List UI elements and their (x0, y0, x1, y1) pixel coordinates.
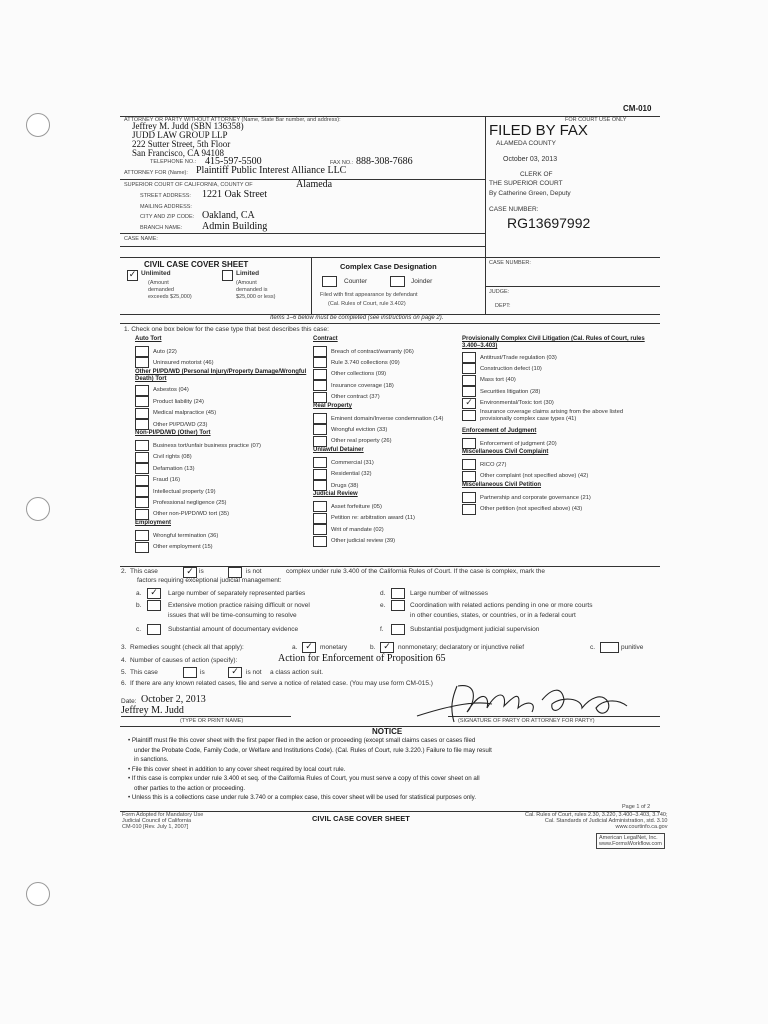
divider (120, 323, 660, 324)
q2-is-checkbox[interactable]: ✓ (183, 567, 197, 578)
case-type-label: Environmental/Toxic tort (30) (480, 400, 554, 407)
case-type-label: Petition re: arbitration award (11) (331, 515, 415, 522)
q2-f-letter: f. (380, 626, 384, 633)
question-5: 5. This case (121, 669, 158, 676)
city-value: Oakland, CA (202, 210, 255, 221)
bullet-icon: • (128, 737, 132, 744)
case-type-label: Medical malpractice (45) (153, 410, 217, 417)
q3-nonmonetary-checkbox[interactable]: ✓ (380, 642, 394, 653)
case-type-checkbox[interactable] (313, 480, 327, 491)
case-type-checkbox[interactable] (313, 357, 327, 368)
notice-text: other parties to the action or proceeding. (134, 784, 246, 792)
unlimited-checkbox[interactable]: ✓ (128, 270, 137, 280)
case-type-label: Writ of mandate (02) (331, 526, 384, 533)
street-label: STREET ADDRESS: (140, 193, 191, 199)
case-type-item[interactable] (135, 440, 261, 451)
case-type-item[interactable] (462, 459, 506, 470)
case-type-checkbox[interactable] (135, 509, 149, 520)
bullet-icon: • (128, 775, 132, 782)
question-1: 1. Check one box below for the case type that best describes this case: (124, 326, 329, 333)
question-3: 3. Remedies sought (check all that apply): (121, 644, 244, 651)
case-type-item[interactable] (313, 469, 372, 480)
case-type-item[interactable] (313, 501, 382, 512)
notice-text: File this cover sheet in addition to any cover sheet required by local court rule. (131, 765, 346, 773)
case-type-checkbox[interactable] (313, 392, 327, 403)
notice-line (128, 737, 475, 744)
q3-punitive-label: punitive (621, 644, 644, 651)
q5-tail: a class action suit. (270, 669, 324, 676)
notice-text: in sanctions. (134, 756, 169, 763)
case-type-item[interactable] (313, 480, 358, 491)
stamp-clerk: CLERK OF (520, 171, 553, 178)
street-value: 1221 Oak Street (202, 189, 267, 200)
case-category-heading: Other PI/PD/WD (Personal Injury/Property Damage/Wrongful Death) Tort (135, 368, 307, 382)
notice-text: Unless this is a collections case under rule 3.740 or a complex case, this cover sheet will be used for statistical purposes only. (131, 794, 477, 801)
binder-hole (26, 113, 50, 137)
limited-checkbox[interactable] (222, 270, 233, 281)
case-type-checkbox[interactable] (313, 469, 327, 480)
case-type-checkbox[interactable] (135, 486, 149, 497)
case-type-checkbox[interactable] (313, 457, 327, 468)
q3-punitive-checkbox[interactable] (600, 642, 619, 653)
case-type-label: Wrongful termination (36) (153, 532, 219, 539)
divider (120, 233, 485, 234)
bullet-icon: • (128, 794, 132, 801)
case-type-item[interactable] (135, 486, 216, 497)
legalnet-box: American LegalNet, Inc. www.FormsWorkflow.com (596, 833, 665, 849)
q2-c-checkbox[interactable] (147, 624, 161, 635)
attorney-name: Jeffrey M. Judd (121, 705, 184, 716)
case-category-heading: Contract (313, 336, 338, 342)
case-type-item[interactable] (462, 386, 540, 397)
case-type-label: Asbestos (04) (153, 387, 189, 394)
case-type-label: Wrongful eviction (33) (331, 426, 388, 433)
case-type-item[interactable] (313, 513, 415, 524)
county-value: Alameda (296, 179, 333, 190)
case-category-heading: Judicial Review (313, 491, 358, 498)
q2-is-not-label: is not (246, 568, 262, 575)
q3-monetary-label: monetary (320, 644, 348, 651)
case-type-item[interactable] (135, 396, 204, 407)
q2-b-checkbox[interactable] (147, 600, 161, 611)
case-type-checkbox[interactable] (135, 419, 149, 430)
case-type-label: Insurance coverage claims arising from the above listed provisionally complex case types (41) (480, 409, 624, 422)
case-type-item[interactable] (313, 392, 380, 403)
case-type-checkbox[interactable] (462, 363, 476, 374)
binder-hole (26, 497, 50, 521)
unlimited-label: Unlimited (141, 270, 171, 277)
case-type-item[interactable] (135, 452, 192, 463)
q2-a-label: Large number of separately represented parties (168, 590, 306, 597)
limited-label: Limited (236, 270, 260, 277)
q2-d-checkbox[interactable] (391, 588, 405, 599)
case-type-item[interactable] (462, 398, 554, 409)
q3-nonmonetary-label: nonmonetary; declaratory or injunctive relief (398, 644, 525, 651)
case-type-item[interactable] (135, 463, 195, 474)
divider (311, 257, 312, 314)
case-type-item[interactable] (462, 352, 557, 363)
case-type-label: Drugs (38) (331, 482, 359, 489)
q2-c-label: Substantial amount of documentary evidence (168, 626, 299, 633)
q2-d-letter: d. (380, 590, 386, 597)
case-type-label: Other contract (37) (331, 394, 380, 401)
notice-line (134, 747, 492, 754)
telephone-value: 415-597-5500 (205, 156, 262, 167)
case-type-label: Rule 3.740 collections (09) (331, 359, 400, 366)
case-type-checkbox[interactable] (135, 452, 149, 463)
complex-note: Filed with first appearance by defendant (320, 292, 418, 298)
case-type-item[interactable] (135, 346, 177, 357)
case-type-item[interactable] (313, 413, 443, 424)
signature-line (121, 716, 291, 717)
case-type-checkbox[interactable] (313, 524, 327, 535)
case-type-checkbox[interactable] (462, 352, 476, 363)
case-name-label: CASE NAME: (124, 236, 158, 242)
attorney-line: Jeffrey M. Judd (SBN 136358) (132, 121, 244, 131)
case-category-heading: Non-PI/PD/WD (Other) Tort (135, 430, 211, 437)
case-number-label: CASE NUMBER: (489, 260, 531, 266)
case-category-heading: Auto Tort (135, 336, 162, 342)
case-type-label: Insurance coverage (18) (331, 382, 394, 389)
case-type-checkbox[interactable]: ✓ (462, 398, 476, 409)
case-type-label: Intellectual property (19) (153, 488, 216, 495)
q3-monetary-checkbox[interactable]: ✓ (302, 642, 316, 653)
city-label: CITY AND ZIP CODE: (140, 214, 195, 220)
q2-b-letter: b. (136, 602, 142, 609)
case-type-label: Eminent domain/Inverse condemnation (14) (331, 415, 444, 422)
attorney-line: San Francisco, CA 94108 (132, 148, 224, 158)
name-caption: (TYPE OR PRINT NAME) (180, 718, 244, 724)
case-type-item[interactable] (313, 536, 395, 547)
case-type-item[interactable] (135, 509, 229, 520)
attorney-for-value: Plaintiff Public Interest Alliance LLC (196, 165, 347, 176)
case-type-item[interactable] (462, 375, 516, 386)
case-type-label: Other non-PI/PD/WD tort (35) (153, 511, 230, 518)
case-type-label: Other judicial review (39) (331, 538, 396, 545)
case-type-label: Partnership and corporate governance (21) (480, 494, 591, 501)
q2-b-label-2: issues that will be time-consuming to resolve (168, 612, 297, 619)
court-caption: SUPERIOR COURT OF CALIFORNIA, COUNTY OF (124, 182, 253, 188)
q2-f-checkbox[interactable] (391, 624, 405, 635)
dept-label: DEPT: (495, 303, 511, 309)
q2-e-checkbox[interactable] (391, 600, 405, 611)
case-category-heading: Enforcement of Judgment (462, 428, 537, 434)
attorney-caption: ATTORNEY OR PARTY WITHOUT ATTORNEY (Name, State Bar number, and address): (124, 117, 341, 123)
divider (485, 286, 660, 287)
q2-a-letter: a. (136, 590, 142, 597)
case-type-checkbox[interactable] (135, 475, 149, 486)
case-type-label: Other collections (09) (331, 371, 387, 378)
case-type-label: Residential (32) (331, 471, 372, 478)
form-number: CM-010 (623, 104, 652, 113)
notice-line (128, 766, 345, 773)
joinder-checkbox[interactable] (390, 276, 405, 287)
case-type-item[interactable] (313, 424, 387, 435)
q3-b-letter: b. (370, 644, 376, 651)
case-type-item[interactable] (313, 346, 414, 357)
counter-label: Counter (344, 278, 368, 285)
case-category-heading: Miscellaneous Civil Complaint (462, 449, 549, 456)
case-category-heading: Employment (135, 520, 172, 527)
fax-value: 888-308-7686 (356, 156, 413, 167)
case-type-label: Other real property (26) (331, 438, 392, 445)
case-type-checkbox[interactable] (313, 536, 327, 547)
footer-left: Form Adopted for Mandatory Use Judicial Council of California CM-010 [Rev. July 1, 2007] (122, 812, 204, 830)
q2-text: complex under rule 3.400 of the California Rules of Court. If the case is complex, mark the (286, 568, 546, 575)
stamp-case-number-label: CASE NUMBER: (489, 206, 539, 213)
page-number: Page 1 of 2 (622, 804, 651, 810)
case-category-heading: Unlawful Detainer (313, 447, 364, 454)
q2-e-label-2: in other counties, states, or countries, or in a federal court (410, 612, 576, 619)
date-label: Date: (121, 698, 137, 705)
stamp-deputy: By Catherine Green, Deputy (489, 190, 571, 197)
case-type-label: Breach of contract/warranty (06) (331, 348, 414, 355)
case-type-checkbox[interactable] (462, 459, 476, 470)
case-type-checkbox[interactable] (135, 440, 149, 451)
branch-value: Admin Building (202, 221, 268, 232)
attorney-line: 222 Sutter Street, 5th Floor (132, 139, 231, 149)
unlimited-sub: (Amount demanded exceeds $25,000) (148, 280, 192, 300)
case-type-checkbox[interactable] (462, 492, 476, 503)
case-type-label: Other PI/PD/WD (23) (153, 421, 208, 428)
q2-d-label: Large number of witnesses (410, 590, 489, 597)
case-type-checkbox[interactable] (313, 436, 327, 447)
case-type-checkbox[interactable] (462, 375, 476, 386)
joinder-label: Joinder (411, 278, 433, 285)
case-type-label: Mass tort (40) (480, 377, 516, 384)
case-type-checkbox[interactable] (313, 346, 327, 357)
question-2: 2. This case (121, 568, 158, 575)
complex-note-2: (Cal. Rules of Court, rule 3.402) (328, 301, 406, 307)
case-type-checkbox[interactable] (313, 413, 327, 424)
case-type-label: Professional negligence (25) (153, 499, 227, 506)
case-type-checkbox[interactable] (135, 346, 149, 357)
case-type-checkbox[interactable] (313, 369, 327, 380)
stamp-case-number: RG13697992 (507, 215, 591, 231)
case-type-label: Fraud (16) (153, 477, 181, 484)
case-type-checkbox[interactable] (462, 438, 476, 449)
case-type-item[interactable] (313, 369, 386, 380)
case-type-label: Uninsured motorist (46) (153, 359, 214, 366)
case-type-label: RICO (27) (480, 461, 507, 468)
mailing-label: MAILING ADDRESS: (140, 204, 192, 210)
case-type-label: Commercial (31) (331, 459, 374, 466)
case-type-label: Asset forfeiture (05) (331, 503, 382, 510)
case-type-item[interactable] (135, 475, 180, 486)
notice-text: If this case is complex under rule 3.400 et seq. of the California Rules of Court, you must serve a copy of this cover sheet on all (131, 775, 480, 782)
branch-label: BRANCH NAME: (140, 225, 183, 231)
case-type-checkbox[interactable] (462, 386, 476, 397)
q2-f-label: Substantial postjudgment judicial supervision (410, 626, 540, 633)
case-type-item[interactable] (462, 492, 591, 503)
items-note: Items 1–6 below must be completed (see instructions on page 2). (270, 315, 444, 321)
case-type-label: Antitrust/Trade regulation (03) (480, 354, 557, 361)
counter-checkbox[interactable] (322, 276, 337, 287)
case-type-item[interactable] (462, 471, 588, 482)
case-type-checkbox[interactable] (135, 357, 149, 368)
case-type-checkbox[interactable] (135, 396, 149, 407)
stamp-court: THE SUPERIOR COURT (489, 180, 563, 187)
case-type-checkbox[interactable] (462, 471, 476, 482)
footer-right: Cal. Rules of Court, rules 2.30, 3.220, 3.400–3.403, 3.740; Cal. Standards of Judicial Administration, std. 3.10 www.courtinfo.ca.gov (525, 812, 668, 830)
q5-is-not-label: is not (246, 669, 262, 676)
case-type-item[interactable] (135, 530, 218, 541)
footer-title: CIVIL CASE COVER SHEET (312, 814, 410, 823)
case-type-item[interactable] (313, 357, 400, 368)
q3-a-letter: a. (292, 644, 298, 651)
handwritten-signature (412, 678, 642, 724)
binder-hole (26, 882, 50, 906)
case-type-item[interactable] (313, 436, 392, 447)
case-type-item[interactable] (462, 409, 656, 422)
notice-text: under the Probate Code, Family Code, or Welfare and Institutions Code). (Cal. Rules of Court, rule 3.220.) Failure to file may result (134, 746, 492, 754)
signature-caption: (SIGNATURE OF PARTY OR ATTORNEY FOR PARTY) (458, 718, 595, 724)
case-type-item[interactable] (135, 419, 207, 430)
bullet-icon: • (128, 765, 132, 773)
case-type-label: Enforcement of judgment (20) (480, 440, 557, 447)
case-type-checkbox[interactable] (135, 463, 149, 474)
case-type-item[interactable] (313, 380, 394, 391)
case-type-item[interactable] (135, 357, 214, 368)
case-type-checkbox[interactable] (313, 513, 327, 524)
case-type-label: Construction defect (10) (480, 365, 542, 372)
divider (485, 116, 486, 258)
stamp-county: ALAMEDA COUNTY (496, 140, 556, 147)
limited-sub: (Amount demanded is $25,000 or less) (236, 280, 276, 300)
case-type-item[interactable] (135, 408, 216, 419)
q2-a-checkbox[interactable]: ✓ (147, 588, 161, 599)
q2-is-label: is (199, 568, 204, 575)
case-type-checkbox[interactable] (313, 380, 327, 391)
filed-by-fax-stamp: FILED BY FAX (489, 122, 588, 139)
question-6: 6. If there are any known related cases, file and serve a notice of related case. (You may use form CM-015.) (121, 680, 433, 687)
case-type-label: Product liability (24) (153, 398, 204, 405)
case-category-heading: Real Property (313, 403, 353, 409)
q2-text-2: factors requiring exceptional judicial management: (137, 577, 282, 584)
case-type-checkbox[interactable] (462, 410, 476, 421)
case-type-checkbox[interactable] (462, 504, 476, 515)
court-use-label: FOR COURT USE ONLY (565, 117, 627, 123)
case-type-item[interactable] (462, 363, 542, 374)
fax-label: FAX NO.: (330, 160, 354, 166)
case-type-checkbox[interactable] (135, 385, 149, 396)
case-type-item[interactable] (313, 457, 374, 468)
q2-c-letter: c. (136, 626, 142, 633)
case-type-item[interactable] (135, 385, 189, 396)
judge-label: JUDGE: (489, 289, 510, 295)
q2-e-letter: e. (380, 602, 386, 609)
case-category-heading: Miscellaneous Civil Petition (462, 482, 542, 489)
case-type-checkbox[interactable] (135, 542, 149, 553)
case-category-heading: Provisionally Complex Civil Litigation (Cal. Rules of Court, rules 3.400–3.403) (462, 336, 645, 349)
notice-line (134, 756, 168, 763)
q5-is-not-checkbox[interactable]: ✓ (228, 667, 242, 678)
case-type-label: Other petition (not specified above) (43) (480, 506, 583, 513)
attorney-for-label: ATTORNEY FOR (Name): (124, 170, 188, 176)
case-type-label: Other employment (15) (153, 544, 213, 551)
q2-e-label: Coordination with related actions pending in one or more courts (410, 602, 593, 609)
causes-of-action-value: Action for Enforcement of Proposition 65 (278, 653, 446, 664)
attorney-line: JUDD LAW GROUP LLP (132, 130, 228, 140)
divider (120, 257, 660, 258)
q5-is-checkbox[interactable] (183, 667, 197, 678)
case-type-checkbox[interactable] (135, 408, 149, 419)
case-type-label: Securities litigation (28) (480, 388, 541, 395)
notice-line (128, 794, 476, 801)
cover-title: CIVIL CASE COVER SHEET (144, 260, 249, 269)
notice-title: NOTICE (372, 727, 403, 736)
case-type-checkbox[interactable] (135, 497, 149, 508)
notice-text: Plaintiff must file this cover sheet with the first paper filed in the action or proceeding (except small claims cases or cases filed (131, 737, 476, 744)
case-type-label: Civil rights (08) (153, 454, 192, 461)
date-value: October 2, 2013 (141, 694, 206, 705)
question-4: 4. Number of causes of action (specify): (121, 657, 238, 664)
case-type-label: Auto (22) (153, 348, 177, 355)
q3-c-letter: c. (590, 644, 596, 651)
telephone-label: TELEPHONE NO.: (150, 159, 197, 165)
case-type-label: Other complaint (not specified above) (42) (480, 473, 589, 480)
q2-b-label: Extensive motion practice raising difficult or novel (168, 602, 310, 609)
divider (120, 246, 485, 247)
case-type-label: Business tort/unfair business practice (07) (153, 442, 261, 449)
case-type-checkbox[interactable] (313, 424, 327, 435)
case-type-label: Defamation (13) (153, 465, 195, 472)
case-type-checkbox[interactable] (313, 501, 327, 512)
divider (120, 566, 660, 567)
notice-line (128, 775, 480, 782)
case-type-item[interactable] (462, 504, 582, 515)
notice-line (134, 785, 245, 792)
stamp-date: October 03, 2013 (503, 156, 558, 163)
case-type-item[interactable] (313, 524, 384, 535)
case-type-item[interactable] (135, 497, 226, 508)
case-type-item[interactable] (135, 542, 213, 553)
case-type-checkbox[interactable] (135, 530, 149, 541)
q5-is-label: is (200, 669, 205, 676)
case-type-item[interactable] (462, 438, 557, 449)
complex-title: Complex Case Designation (340, 262, 437, 271)
